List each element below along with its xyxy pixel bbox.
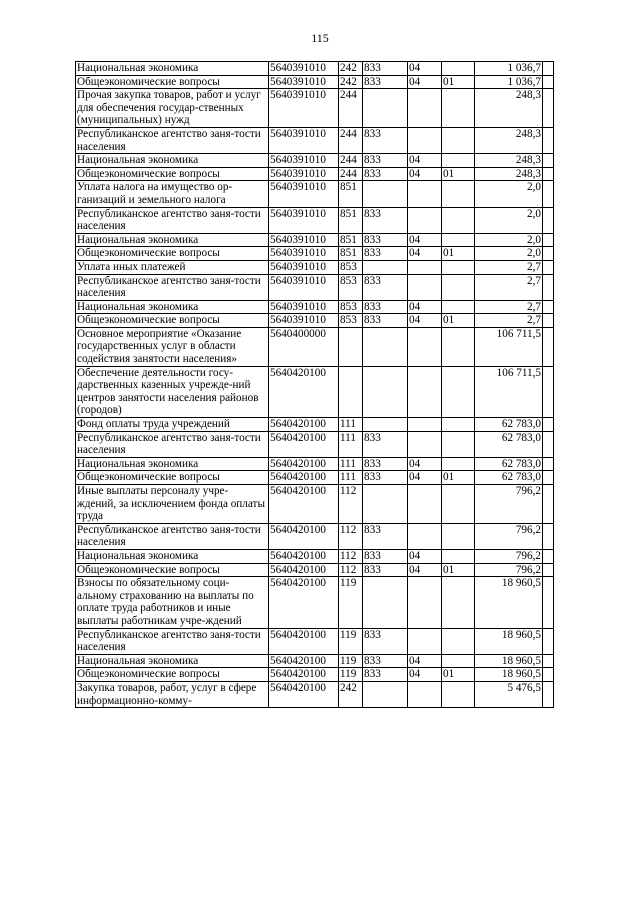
cell-name: Закупка товаров, работ, услуг в сфере информационно-комму- — [76, 681, 269, 707]
cell-sum: 62 783,0 — [475, 431, 543, 457]
cell-expense-type: 111 — [339, 418, 363, 432]
cell-name: Прочая закупка товаров, работ и услуг для обеспечения государ-ственных (муниципальных) нужд — [76, 89, 269, 128]
cell-administrator: 833 — [363, 654, 408, 668]
cell-administrator — [363, 577, 408, 628]
cell-code: 5640420100 — [269, 668, 339, 682]
cell-expense-type: 242 — [339, 75, 363, 89]
cell-section: 04 — [408, 549, 442, 563]
cell-blank — [543, 549, 554, 563]
cell-expense-type: 851 — [339, 207, 363, 233]
cell-code: 5640391010 — [269, 233, 339, 247]
cell-administrator: 833 — [363, 247, 408, 261]
cell-name: Национальная экономика — [76, 62, 269, 76]
cell-blank — [543, 457, 554, 471]
cell-code: 5640391010 — [269, 62, 339, 76]
cell-administrator: 833 — [363, 75, 408, 89]
table-row — [76, 260, 554, 274]
cell-subsection — [442, 89, 475, 128]
cell-sum: 106 711,5 — [475, 327, 543, 366]
cell-administrator: 833 — [363, 471, 408, 485]
cell-expense-type: 112 — [339, 549, 363, 563]
cell-section — [408, 485, 442, 524]
table-row — [76, 549, 554, 563]
cell-name: Республиканское агентство заня-тости населения — [76, 431, 269, 457]
cell-code: 5640420100 — [269, 681, 339, 707]
cell-code: 5640420100 — [269, 577, 339, 628]
cell-code: 5640391010 — [269, 260, 339, 274]
cell-subsection — [442, 549, 475, 563]
cell-section — [408, 127, 442, 153]
cell-code: 5640391010 — [269, 167, 339, 181]
cell-subsection: 01 — [442, 314, 475, 328]
cell-section: 04 — [408, 154, 442, 168]
cell-code: 5640391010 — [269, 314, 339, 328]
cell-subsection — [442, 233, 475, 247]
cell-name: Республиканское агентство заня-тости населения — [76, 127, 269, 153]
cell-administrator: 833 — [363, 457, 408, 471]
cell-sum: 796,2 — [475, 549, 543, 563]
table-row — [76, 457, 554, 471]
cell-sum: 2,0 — [475, 181, 543, 207]
cell-code: 5640420100 — [269, 549, 339, 563]
cell-sum: 248,3 — [475, 154, 543, 168]
cell-section — [408, 274, 442, 300]
cell-name: Иные выплаты персоналу учре-ждений, за исключением фонда оплаты труда — [76, 485, 269, 524]
cell-name: Обеспечение деятельности госу-дарственных казенных учрежде-ний центров занятости населения районов (городов) — [76, 366, 269, 417]
cell-administrator: 833 — [363, 127, 408, 153]
cell-code: 5640391010 — [269, 247, 339, 261]
cell-administrator: 833 — [363, 563, 408, 577]
cell-name: Национальная экономика — [76, 549, 269, 563]
table-row — [76, 654, 554, 668]
cell-name: Уплата налога на имущество ор-ганизаций и земельного налога — [76, 181, 269, 207]
cell-subsection: 01 — [442, 247, 475, 261]
cell-expense-type: 111 — [339, 431, 363, 457]
cell-code: 5640391010 — [269, 274, 339, 300]
cell-administrator: 833 — [363, 549, 408, 563]
cell-section — [408, 327, 442, 366]
cell-name: Общеэкономические вопросы — [76, 167, 269, 181]
cell-name: Фонд оплаты труда учреждений — [76, 418, 269, 432]
cell-sum: 2,7 — [475, 274, 543, 300]
cell-blank — [543, 471, 554, 485]
cell-section: 04 — [408, 668, 442, 682]
cell-administrator: 833 — [363, 523, 408, 549]
cell-subsection — [442, 457, 475, 471]
cell-blank — [543, 247, 554, 261]
cell-sum: 2,0 — [475, 233, 543, 247]
cell-sum: 2,0 — [475, 207, 543, 233]
cell-sum: 18 960,5 — [475, 654, 543, 668]
table-row — [76, 167, 554, 181]
cell-section: 04 — [408, 300, 442, 314]
cell-expense-type: 242 — [339, 681, 363, 707]
cell-blank — [543, 75, 554, 89]
cell-blank — [543, 577, 554, 628]
cell-subsection — [442, 577, 475, 628]
cell-subsection: 01 — [442, 167, 475, 181]
cell-blank — [543, 233, 554, 247]
cell-sum: 62 783,0 — [475, 418, 543, 432]
cell-expense-type: 242 — [339, 62, 363, 76]
cell-subsection: 01 — [442, 75, 475, 89]
cell-sum: 2,7 — [475, 300, 543, 314]
cell-expense-type: 244 — [339, 167, 363, 181]
cell-section: 04 — [408, 563, 442, 577]
cell-blank — [543, 563, 554, 577]
cell-name: Национальная экономика — [76, 457, 269, 471]
cell-blank — [543, 207, 554, 233]
cell-name: Взносы по обязательному соци-альному страхованию на выплаты по оплате труда работников и иные выплаты работникам учре-ждений — [76, 577, 269, 628]
cell-blank — [543, 418, 554, 432]
cell-code: 5640420100 — [269, 418, 339, 432]
cell-section: 04 — [408, 75, 442, 89]
cell-name: Общеэкономические вопросы — [76, 471, 269, 485]
table-row — [76, 577, 554, 628]
cell-subsection — [442, 260, 475, 274]
cell-subsection: 01 — [442, 563, 475, 577]
cell-blank — [543, 181, 554, 207]
cell-subsection — [442, 681, 475, 707]
cell-subsection — [442, 127, 475, 153]
cell-subsection — [442, 327, 475, 366]
cell-section — [408, 523, 442, 549]
cell-blank — [543, 681, 554, 707]
cell-sum: 1 036,7 — [475, 62, 543, 76]
cell-blank — [543, 274, 554, 300]
cell-code: 5640420100 — [269, 471, 339, 485]
cell-name: Уплата иных платежей — [76, 260, 269, 274]
cell-name: Республиканское агентство заня-тости населения — [76, 207, 269, 233]
cell-section: 04 — [408, 457, 442, 471]
cell-section: 04 — [408, 247, 442, 261]
cell-code: 5640420100 — [269, 485, 339, 524]
cell-blank — [543, 260, 554, 274]
cell-section — [408, 418, 442, 432]
cell-subsection — [442, 654, 475, 668]
table-row — [76, 207, 554, 233]
table-row — [76, 366, 554, 417]
cell-administrator: 833 — [363, 314, 408, 328]
cell-name: Национальная экономика — [76, 154, 269, 168]
cell-administrator: 833 — [363, 300, 408, 314]
table-row — [76, 418, 554, 432]
cell-expense-type: 851 — [339, 181, 363, 207]
cell-expense-type: 244 — [339, 154, 363, 168]
cell-section — [408, 628, 442, 654]
cell-sum: 248,3 — [475, 89, 543, 128]
cell-sum: 62 783,0 — [475, 471, 543, 485]
cell-name: Общеэкономические вопросы — [76, 668, 269, 682]
cell-subsection — [442, 274, 475, 300]
table-row — [76, 471, 554, 485]
cell-administrator — [363, 485, 408, 524]
cell-section — [408, 577, 442, 628]
cell-section: 04 — [408, 233, 442, 247]
cell-name: Республиканское агентство заня-тости населения — [76, 628, 269, 654]
cell-section: 04 — [408, 167, 442, 181]
cell-code: 5640420100 — [269, 563, 339, 577]
cell-name: Национальная экономика — [76, 233, 269, 247]
cell-blank — [543, 628, 554, 654]
table-row — [76, 563, 554, 577]
cell-section — [408, 89, 442, 128]
cell-sum: 18 960,5 — [475, 668, 543, 682]
cell-blank — [543, 154, 554, 168]
cell-sum: 18 960,5 — [475, 628, 543, 654]
cell-expense-type: 119 — [339, 654, 363, 668]
cell-administrator — [363, 327, 408, 366]
cell-code: 5640420100 — [269, 628, 339, 654]
cell-administrator: 833 — [363, 62, 408, 76]
cell-name: Республиканское агентство заня-тости населения — [76, 523, 269, 549]
cell-subsection — [442, 154, 475, 168]
table-row — [76, 681, 554, 707]
cell-subsection — [442, 485, 475, 524]
cell-name: Общеэкономические вопросы — [76, 75, 269, 89]
cell-administrator — [363, 181, 408, 207]
table-row — [76, 300, 554, 314]
cell-subsection — [442, 628, 475, 654]
cell-blank — [543, 314, 554, 328]
table-body — [76, 62, 554, 708]
cell-expense-type: 851 — [339, 247, 363, 261]
cell-blank — [543, 127, 554, 153]
cell-administrator: 833 — [363, 628, 408, 654]
table-row — [76, 181, 554, 207]
cell-administrator — [363, 681, 408, 707]
table-row — [76, 628, 554, 654]
cell-subsection — [442, 207, 475, 233]
cell-expense-type — [339, 366, 363, 417]
cell-section — [408, 207, 442, 233]
cell-expense-type: 111 — [339, 471, 363, 485]
cell-subsection — [442, 300, 475, 314]
cell-blank — [543, 654, 554, 668]
cell-section — [408, 366, 442, 417]
cell-code: 5640420100 — [269, 523, 339, 549]
cell-section — [408, 431, 442, 457]
cell-expense-type: 244 — [339, 89, 363, 128]
cell-code: 5640420100 — [269, 457, 339, 471]
cell-subsection — [442, 431, 475, 457]
cell-sum: 2,7 — [475, 260, 543, 274]
cell-administrator: 833 — [363, 233, 408, 247]
cell-section: 04 — [408, 314, 442, 328]
cell-subsection — [442, 366, 475, 417]
cell-expense-type: 112 — [339, 563, 363, 577]
cell-name: Общеэкономические вопросы — [76, 314, 269, 328]
cell-subsection: 01 — [442, 668, 475, 682]
cell-administrator — [363, 366, 408, 417]
cell-name: Общеэкономические вопросы — [76, 563, 269, 577]
table-row — [76, 327, 554, 366]
cell-expense-type — [339, 327, 363, 366]
cell-code: 5640420100 — [269, 366, 339, 417]
cell-administrator — [363, 260, 408, 274]
cell-name: Республиканское агентство заня-тости населения — [76, 274, 269, 300]
table-row — [76, 431, 554, 457]
cell-section — [408, 681, 442, 707]
cell-blank — [543, 668, 554, 682]
cell-blank — [543, 89, 554, 128]
table-row — [76, 89, 554, 128]
cell-administrator — [363, 418, 408, 432]
cell-blank — [543, 366, 554, 417]
table-row — [76, 668, 554, 682]
cell-sum: 248,3 — [475, 167, 543, 181]
cell-blank — [543, 62, 554, 76]
cell-expense-type: 119 — [339, 628, 363, 654]
table-row — [76, 523, 554, 549]
cell-administrator: 833 — [363, 668, 408, 682]
cell-expense-type: 853 — [339, 274, 363, 300]
cell-expense-type: 112 — [339, 523, 363, 549]
cell-code: 5640391010 — [269, 154, 339, 168]
cell-subsection — [442, 523, 475, 549]
cell-section — [408, 260, 442, 274]
cell-administrator: 833 — [363, 207, 408, 233]
cell-code: 5640391010 — [269, 75, 339, 89]
cell-subsection — [442, 418, 475, 432]
cell-expense-type: 853 — [339, 300, 363, 314]
cell-administrator: 833 — [363, 274, 408, 300]
budget-table — [75, 61, 554, 708]
cell-name: Национальная экономика — [76, 654, 269, 668]
cell-code: 5640391010 — [269, 207, 339, 233]
cell-blank — [543, 300, 554, 314]
cell-expense-type: 112 — [339, 485, 363, 524]
cell-sum: 248,3 — [475, 127, 543, 153]
table-row — [76, 75, 554, 89]
cell-name: Основное мероприятие «Оказание государственных услуг в области содействия занятости населения» — [76, 327, 269, 366]
cell-expense-type: 111 — [339, 457, 363, 471]
cell-code: 5640391010 — [269, 89, 339, 128]
cell-code: 5640400000 — [269, 327, 339, 366]
cell-name: Национальная экономика — [76, 300, 269, 314]
table-row — [76, 127, 554, 153]
cell-code: 5640420100 — [269, 654, 339, 668]
cell-expense-type: 119 — [339, 577, 363, 628]
cell-subsection: 01 — [442, 471, 475, 485]
cell-blank — [543, 485, 554, 524]
cell-expense-type: 119 — [339, 668, 363, 682]
cell-section: 04 — [408, 471, 442, 485]
cell-section: 04 — [408, 654, 442, 668]
page-number: 115 — [311, 31, 329, 45]
cell-code: 5640391010 — [269, 181, 339, 207]
cell-section: 04 — [408, 62, 442, 76]
cell-administrator: 833 — [363, 431, 408, 457]
table-row — [76, 485, 554, 524]
cell-code: 5640391010 — [269, 300, 339, 314]
cell-blank — [543, 431, 554, 457]
cell-expense-type: 853 — [339, 260, 363, 274]
cell-name: Общеэкономические вопросы — [76, 247, 269, 261]
cell-sum: 62 783,0 — [475, 457, 543, 471]
cell-blank — [543, 327, 554, 366]
cell-sum: 18 960,5 — [475, 577, 543, 628]
cell-subsection — [442, 62, 475, 76]
table-row — [76, 62, 554, 76]
cell-code: 5640391010 — [269, 127, 339, 153]
table-row — [76, 154, 554, 168]
cell-expense-type: 853 — [339, 314, 363, 328]
cell-blank — [543, 167, 554, 181]
cell-code: 5640420100 — [269, 431, 339, 457]
cell-sum: 796,2 — [475, 485, 543, 524]
cell-sum: 5 476,5 — [475, 681, 543, 707]
cell-sum: 1 036,7 — [475, 75, 543, 89]
table-row — [76, 233, 554, 247]
cell-expense-type: 244 — [339, 127, 363, 153]
cell-administrator: 833 — [363, 154, 408, 168]
table-row — [76, 274, 554, 300]
cell-subsection — [442, 181, 475, 207]
cell-section — [408, 181, 442, 207]
cell-sum: 796,2 — [475, 563, 543, 577]
cell-blank — [543, 523, 554, 549]
cell-sum: 2,7 — [475, 314, 543, 328]
cell-administrator — [363, 89, 408, 128]
cell-administrator: 833 — [363, 167, 408, 181]
cell-expense-type: 851 — [339, 233, 363, 247]
table-row — [76, 247, 554, 261]
table-row — [76, 314, 554, 328]
cell-sum: 796,2 — [475, 523, 543, 549]
cell-sum: 106 711,5 — [475, 366, 543, 417]
cell-sum: 2,0 — [475, 247, 543, 261]
